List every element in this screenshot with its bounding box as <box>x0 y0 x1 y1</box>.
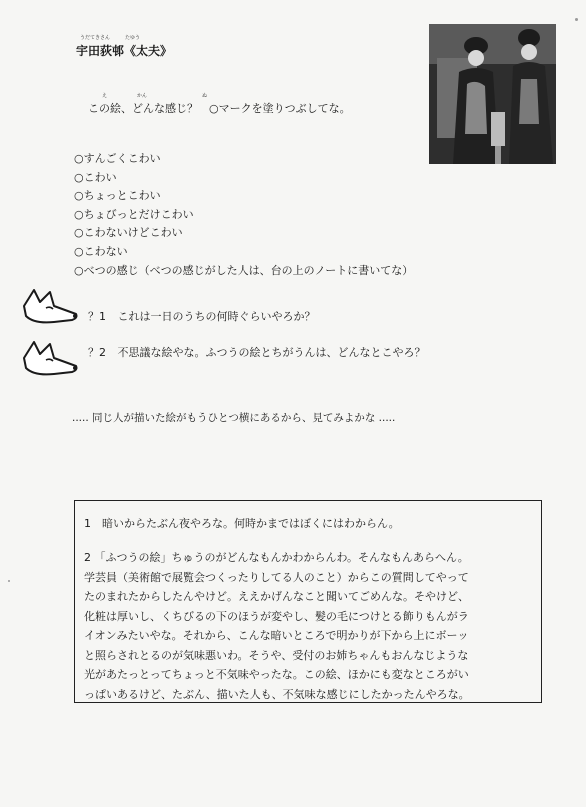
option-item[interactable]: ○こわないけどこわい <box>74 226 183 240</box>
scan-speck <box>8 580 10 582</box>
question-2 <box>88 344 426 360</box>
answer-1: 1 暗いからたぶん夜やろな。何時かまではぼくにはわからん。 <box>84 517 400 530</box>
painting-figures-icon <box>429 24 556 164</box>
option-item[interactable]: ○こわない <box>74 244 128 258</box>
answer-2-line: 化粧は厚いし、くちびるの下のほうが変やし、髪の毛につけとる飾りもんがラ <box>84 609 469 623</box>
question-1 <box>88 308 316 324</box>
answer-2-line: 学芸員（美術館で展覧会つくったりしてる人のこと）からこの質問してやって <box>84 570 469 584</box>
answer-2-line: と照らされとるのが気味悪いわ。そうや、受付のお姉ちゃんもおんなじような <box>84 648 469 662</box>
option-item[interactable]: ○ちょっとこわい <box>74 189 161 203</box>
answer-options <box>74 150 413 280</box>
answer-2-line: 2 「ふつうの絵」ちゅうのがどんなもんかわからんわ。そんなもんあらへん。 <box>84 551 469 564</box>
option-item[interactable]: ○すんごくこわい <box>74 152 161 165</box>
option-item[interactable]: ○べつの感じ（べつの感じがした人は、台の上のノートに書いてな） <box>74 263 414 277</box>
fox-icon <box>20 286 82 326</box>
fox-icon <box>20 338 82 378</box>
artwork-title: 宇田荻邨《太夫》 <box>76 44 173 58</box>
see-other-painting-note: ..... 同じ人が描いた絵がもうひとつ横にあるから、見てみよかな ..... <box>72 412 396 424</box>
question-furigana: え かん ぬ <box>102 93 208 99</box>
question-text: 不思議な絵やな。ふつうの絵とちがうんは、どんなとこやろ？ <box>117 346 426 359</box>
title-furigana: うだてきさん たゆう <box>80 35 141 41</box>
answer-2-line: っぱいあるけど、たぶん、描いた人も、不気味な感じにしたかったんやろな。 <box>84 687 470 701</box>
option-item[interactable]: ○こわい <box>74 170 117 184</box>
question-text: これは一日のうちの何時ぐらいやろか？ <box>117 310 316 323</box>
answer-2-line: たのまれたからしたんやけど。ええかげんなこと聞いてごめんな。そやけど、 <box>84 590 469 603</box>
option-item[interactable]: ○ちょびっとだけこわい <box>74 207 194 221</box>
answer-2 <box>84 548 504 704</box>
question-text: この絵、どんな感じ？ ○マークを塗りつぶしてな。 <box>88 102 351 115</box>
question-number: ？1 <box>88 310 106 323</box>
answer-2-line: 光があたっとってちょっと不気味やったな。この絵、ほかにも変なところがい <box>84 668 469 681</box>
painting-image <box>429 24 556 164</box>
answer-2-line: イオンみたいやな。それから、こんな暗いところで明かりが下から上にボーッ <box>84 629 469 642</box>
scan-speck <box>575 18 578 21</box>
question-number: ？2 <box>88 346 106 359</box>
